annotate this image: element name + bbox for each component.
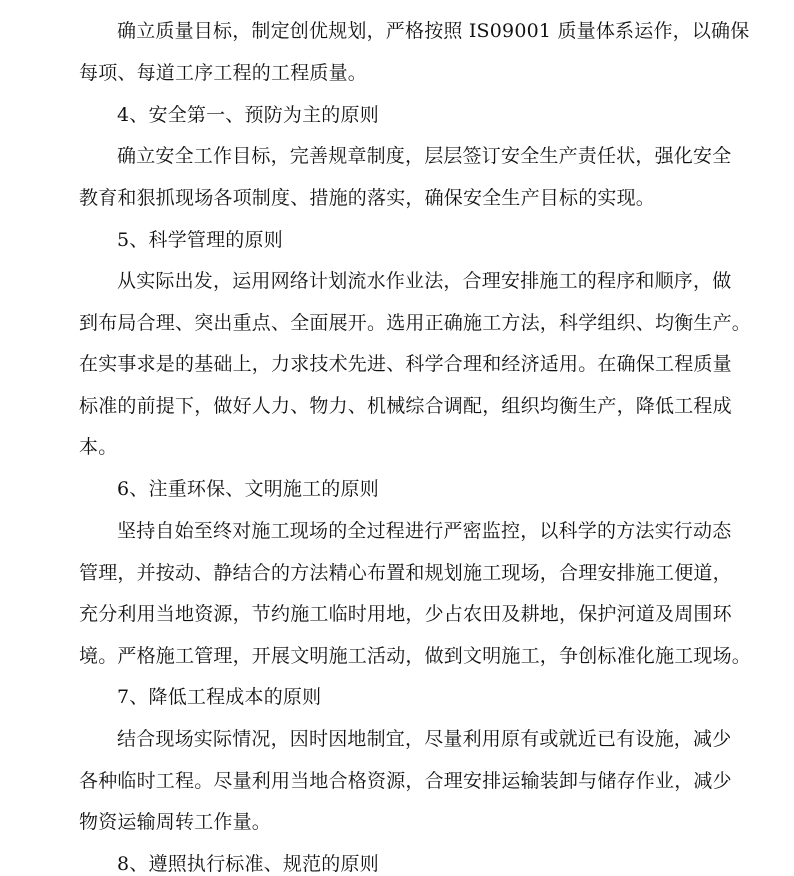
paragraph-line: 各种临时工程。尽量利用当地合格资源，合理安排运输装卸与储存作业，减少 (79, 770, 732, 792)
paragraph-line: 标准的前提下，做好人力、物力、机械综合调配，组织均衡生产，降低工程成 (79, 395, 732, 417)
paragraph-line: 管理，并按动、静结合的方法精心布置和规划施工现场，合理安排施工便道， (79, 562, 732, 584)
paragraph-line: 充分利用当地资源，节约施工临时用地，少占农田及耕地，保护河道及周围环 (79, 603, 732, 625)
section-heading: 6、注重环保、文明施工的原则 (117, 478, 379, 500)
paragraph-line: 结合现场实际情况，因时因地制宜，尽量利用原有或就近已有设施，减少 (117, 728, 732, 750)
paragraph-line: 教育和狠抓现场各项制度、措施的落实，确保安全生产目标的实现。 (79, 187, 656, 209)
paragraph-line: 确立质量目标，制定创优规划，严格按照 IS09001 质量体系运作，以确保 (117, 20, 750, 42)
paragraph-line: 从实际出发，运用网络计划流水作业法，合理安排施工的程序和顺序，做 (117, 270, 732, 292)
paragraph-line: 本。 (79, 436, 118, 458)
paragraph-line: 到布局合理、突出重点、全面展开。选用正确施工方法，科学组织、均衡生产。 (79, 312, 752, 334)
section-heading: 7、降低工程成本的原则 (117, 686, 322, 708)
paragraph-line: 每项、每道工序工程的工程质量。 (79, 62, 368, 84)
section-heading: 4、安全第一、预防为主的原则 (117, 104, 379, 126)
paragraph-line: 确立安全工作目标，完善规章制度，层层签订安全生产责任状，强化安全 (117, 145, 732, 167)
paragraph-line: 在实事求是的基础上，力求技术先进、科学合理和经济适用。在确保工程质量 (79, 353, 732, 375)
paragraph-line: 物资运输周转工作量。 (79, 811, 272, 833)
section-heading: 5、科学管理的原则 (117, 229, 283, 251)
paragraph-line: 坚持自始至终对施工现场的全过程进行严密监控，以科学的方法实行动态 (117, 520, 732, 542)
section-heading: 8、遵照执行标准、规范的原则 (117, 853, 379, 875)
paragraph-line: 境。严格施工管理，开展文明施工活动，做到文明施工，争创标准化施工现场。 (79, 645, 752, 667)
